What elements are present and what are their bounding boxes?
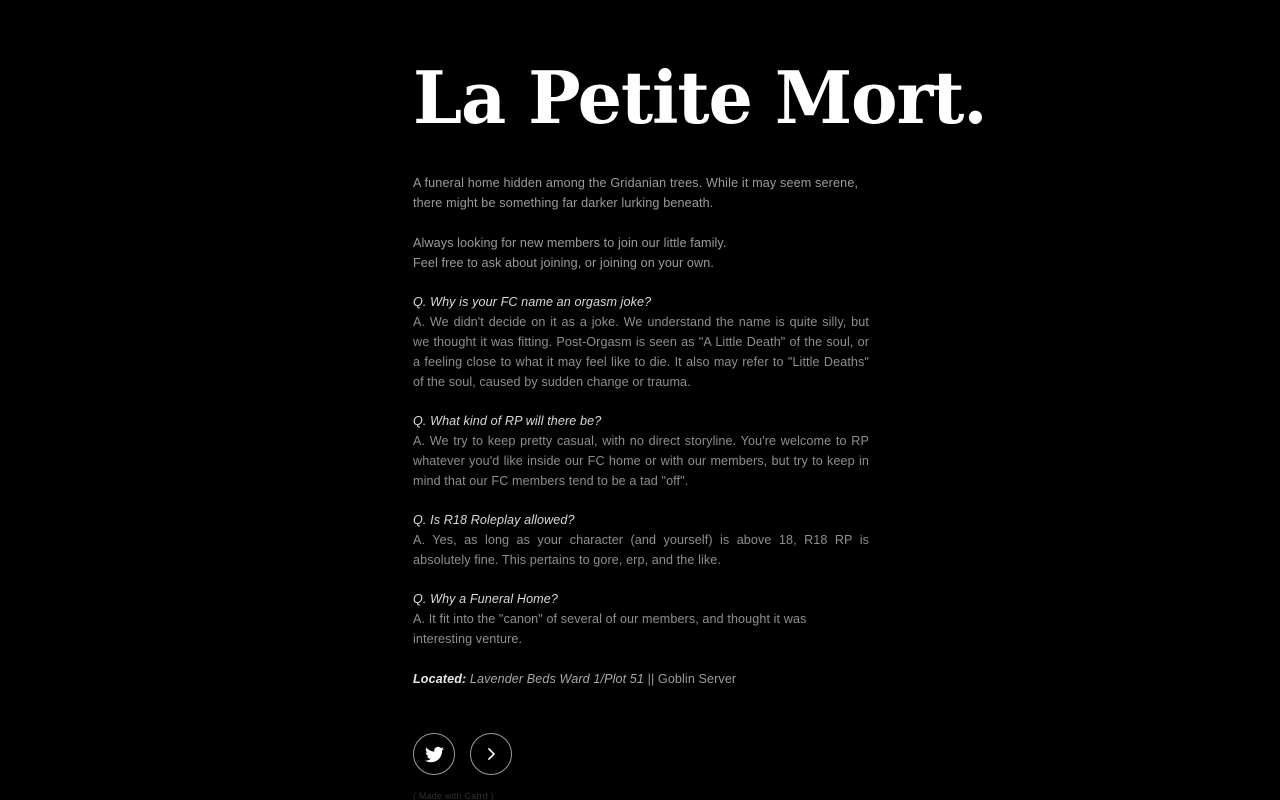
faq-item	[413, 510, 869, 570]
carrd-credit-link[interactable]: ( Made with Carrd )	[413, 791, 494, 800]
chevron-right-icon	[483, 746, 499, 762]
twitter-button[interactable]	[413, 733, 455, 775]
recruit-line-2: Feel free to ask about joining, or joining on your own.	[413, 256, 714, 270]
faq-answer: A. Yes, as long as your character (and yourself) is above 18, R18 RP is absolutely fine. This pertains to gore, erp, and the like.	[413, 533, 869, 567]
faq-item	[413, 292, 869, 392]
footer-credit	[413, 791, 869, 800]
faq-question: Q. Is R18 Roleplay allowed?	[413, 513, 575, 527]
located-server: || Goblin Server	[647, 672, 737, 686]
faq-question: Q. Why is your FC name an orgasm joke?	[413, 295, 652, 309]
located-label: Located:	[413, 672, 467, 686]
social-links	[413, 733, 869, 775]
page-title: La Petite Mort.	[413, 55, 987, 140]
faq-answer: A. It fit into the "canon" of several of our members, and thought it was interesting venture.	[413, 612, 807, 646]
faq-item	[413, 589, 869, 649]
recruit-line-1: Always looking for new members to join our little family.	[413, 236, 727, 250]
faq-answer: A. We didn't decide on it as a joke. We understand the name is quite silly, but we thought it was fitting. Post-Orgasm is seen as "A Little Death" of the soul, or a feeling close to what it may feel like to die. It also may refer to "Little Deaths" of the soul, caused by sudden change or trauma.	[413, 315, 869, 389]
located-place: Lavender Beds Ward 1/Plot 51	[469, 672, 644, 686]
faq-question: Q. What kind of RP will there be?	[413, 414, 602, 428]
located-line	[413, 669, 869, 689]
faq-list	[413, 292, 869, 649]
intro-description: A funeral home hidden among the Gridanian trees. While it may seem serene, there might be something far darker lurking beneath.	[413, 176, 859, 210]
recruitment-block	[413, 233, 869, 273]
content-column	[413, 0, 987, 800]
faq-answer: A. We try to keep pretty casual, with no direct storyline. You're welcome to RP whatever you'd like inside our FC home or with our members, but try to keep in mind that our FC members tend to be a tad "off".	[413, 434, 869, 488]
faq-item	[413, 411, 869, 491]
next-button[interactable]	[470, 733, 512, 775]
twitter-icon	[425, 745, 444, 764]
faq-question: Q. Why a Funeral Home?	[413, 592, 558, 606]
